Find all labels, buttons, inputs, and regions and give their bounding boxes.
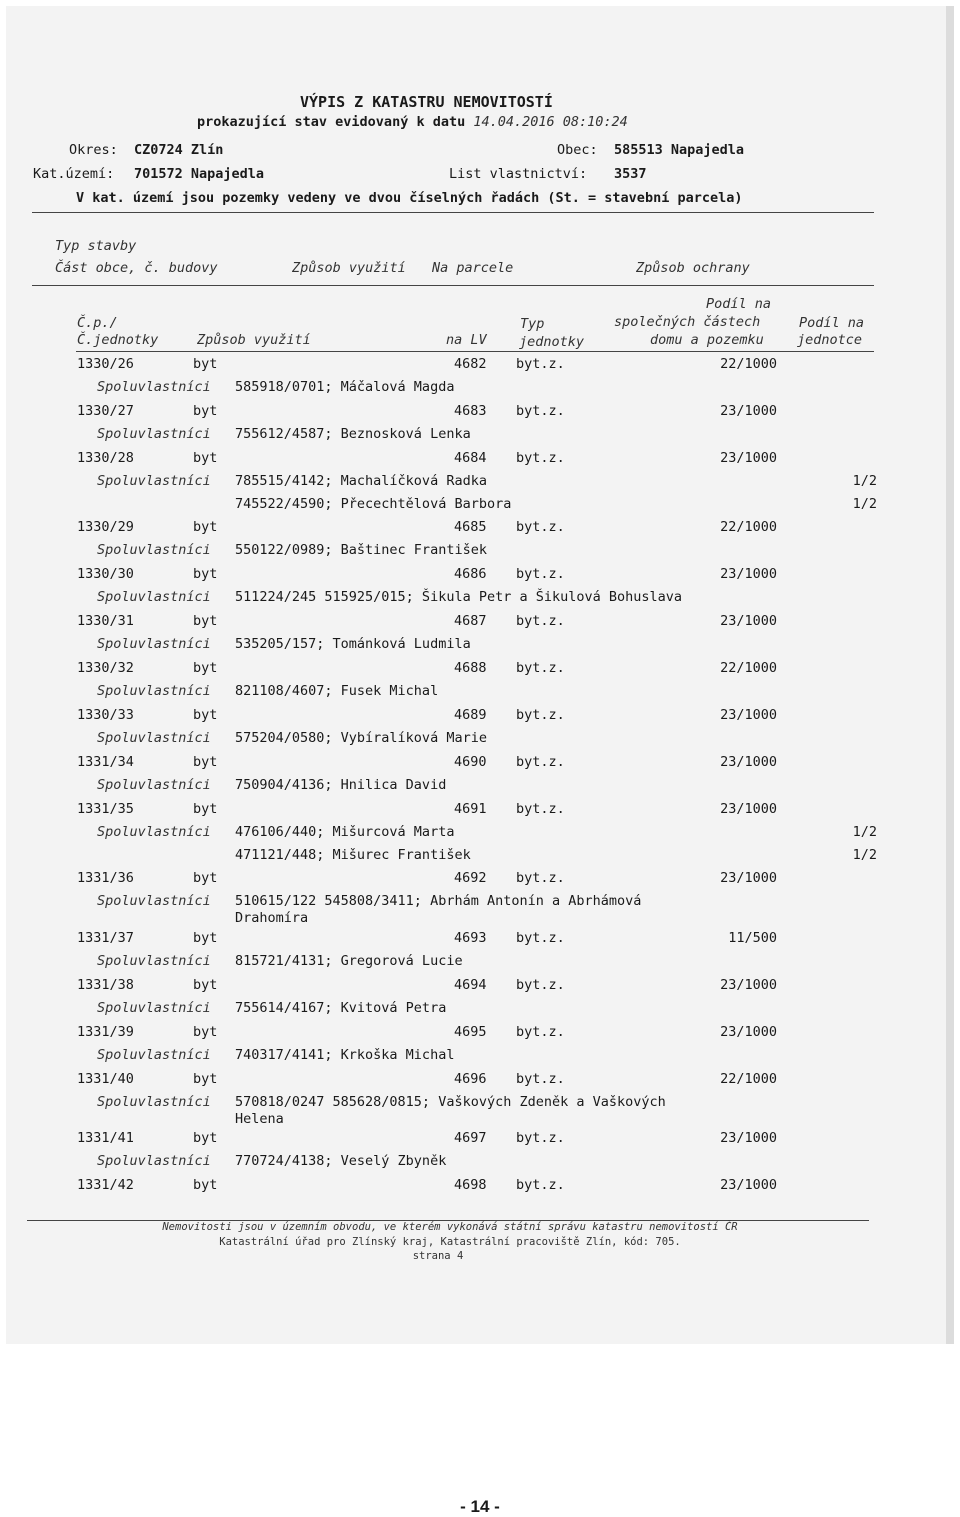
unit-use: byt: [193, 801, 218, 817]
unit-type: byt.z.: [516, 707, 565, 723]
unit-row: [0, 566, 960, 586]
unit-use: byt: [193, 1130, 218, 1146]
unit-id: 1330/28: [77, 450, 134, 466]
owner-label: Spoluvlastníci: [97, 1047, 211, 1063]
owner-label: Spoluvlastníci: [97, 379, 211, 395]
unit-type: byt.z.: [516, 870, 565, 886]
owner-text: 745522/4590; Přecechtělová Barbora: [235, 496, 512, 512]
okres-label: Okres:: [69, 142, 118, 158]
unit-row: [0, 356, 960, 376]
unit-share: 23/1000: [720, 801, 777, 817]
unit-lv: 4690: [454, 754, 487, 770]
unit-lv: 4691: [454, 801, 487, 817]
unit-lv: 4689: [454, 707, 487, 723]
col-podil-spol-2: společných částech: [614, 314, 761, 330]
zpusob-vyuziti-label: Způsob využití: [292, 260, 406, 276]
owner-text: 785515/4142; Machalíčková Radka: [235, 473, 487, 489]
owner-row: [0, 426, 960, 446]
owner-text: 750904/4136; Hnilica David: [235, 777, 447, 793]
zpusob-ochrany-label: Způsob ochrany: [636, 260, 750, 276]
unit-use: byt: [193, 660, 218, 676]
owner-row: [0, 1153, 960, 1173]
col-zpusob: Způsob využití: [197, 332, 311, 348]
unit-lv: 4695: [454, 1024, 487, 1040]
unit-use: byt: [193, 707, 218, 723]
owner-row: [0, 496, 960, 516]
owner-text: Helena: [235, 1111, 284, 1127]
unit-id: 1330/27: [77, 403, 134, 419]
owner-row: [0, 542, 960, 562]
col-na-lv: na LV: [446, 332, 487, 348]
unit-id: 1330/31: [77, 613, 134, 629]
unit-row: [0, 870, 960, 890]
unit-id: 1330/26: [77, 356, 134, 372]
obec-value: 585513 Napajedla: [614, 142, 745, 158]
col-podil-jed-1: Podíl na: [799, 315, 865, 331]
unit-type: byt.z.: [516, 356, 565, 372]
unit-id: 1330/32: [77, 660, 134, 676]
unit-type: byt.z.: [516, 403, 565, 419]
unit-share: 23/1000: [720, 613, 777, 629]
obec-label: Obec:: [557, 142, 598, 158]
unit-row: [0, 707, 960, 727]
unit-lv: 4696: [454, 1071, 487, 1087]
unit-row: [0, 613, 960, 633]
unit-share: 23/1000: [720, 450, 777, 466]
unit-type: byt.z.: [516, 1071, 565, 1087]
unit-lv: 4688: [454, 660, 487, 676]
footer-line-2: Katastrální úřad pro Zlínský kraj, Katastrální pracoviště Zlín, kód: 705.: [219, 1236, 681, 1248]
owner-label: Spoluvlastníci: [97, 473, 211, 489]
unit-id: 1331/34: [77, 754, 134, 770]
owner-share: 1/2: [852, 847, 877, 863]
unit-id: 1331/38: [77, 977, 134, 993]
unit-share: 22/1000: [720, 356, 777, 372]
subtitle: [197, 114, 628, 130]
col-typ-1: Typ: [520, 316, 545, 332]
unit-type: byt.z.: [516, 660, 565, 676]
unit-type: byt.z.: [516, 754, 565, 770]
unit-lv: 4685: [454, 519, 487, 535]
owner-label: Spoluvlastníci: [97, 683, 211, 699]
unit-lv: 4687: [454, 613, 487, 629]
page-title: VÝPIS Z KATASTRU NEMOVITOSTÍ: [300, 93, 553, 111]
unit-use: byt: [193, 403, 218, 419]
unit-share: 23/1000: [720, 1177, 777, 1193]
owner-text: Drahomíra: [235, 910, 309, 926]
unit-use: byt: [193, 977, 218, 993]
unit-lv: 4693: [454, 930, 487, 946]
owner-row: [0, 953, 960, 973]
owner-label: Spoluvlastníci: [97, 777, 211, 793]
unit-use: byt: [193, 519, 218, 535]
unit-id: 1331/40: [77, 1071, 134, 1087]
unit-id: 1331/41: [77, 1130, 134, 1146]
owner-row: [0, 777, 960, 797]
unit-lv: 4683: [454, 403, 487, 419]
unit-share: 23/1000: [720, 977, 777, 993]
owner-label: Spoluvlastníci: [97, 636, 211, 652]
owner-text: 511224/245 515925/015; Šikula Petr a Šikulová Bohuslava: [235, 589, 683, 605]
owner-label: Spoluvlastníci: [97, 893, 211, 909]
unit-share: 22/1000: [720, 660, 777, 676]
owner-text: 476106/440; Mišurcová Marta: [235, 824, 455, 840]
unit-row: [0, 403, 960, 423]
owner-label: Spoluvlastníci: [97, 426, 211, 442]
unit-id: 1330/33: [77, 707, 134, 723]
owner-row: [0, 473, 960, 493]
owner-text: 575204/0580; Vybíralíková Marie: [235, 730, 487, 746]
unit-lv: 4684: [454, 450, 487, 466]
owner-label: Spoluvlastníci: [97, 542, 211, 558]
footer-line-1: Nemovitosti jsou v územním obvodu, ve kterém vykonává státní správu katastru nemovitostí ČR: [162, 1221, 738, 1233]
unit-share: 11/500: [728, 930, 777, 946]
page-number: - 14 -: [460, 1497, 500, 1516]
unit-lv: 4698: [454, 1177, 487, 1193]
unit-id: 1331/35: [77, 801, 134, 817]
owner-text: 755612/4587; Beznosková Lenka: [235, 426, 471, 442]
unit-lv: 4682: [454, 356, 487, 372]
owner-label: Spoluvlastníci: [97, 824, 211, 840]
owner-row: [0, 824, 960, 844]
owner-row: [0, 1047, 960, 1067]
owner-label: Spoluvlastníci: [97, 1153, 211, 1169]
subtitle-date: 14.04.2016 08:10:24: [473, 114, 628, 130]
unit-type: byt.z.: [516, 519, 565, 535]
divider: [32, 285, 874, 286]
unit-use: byt: [193, 450, 218, 466]
owner-share: 1/2: [852, 824, 877, 840]
divider: [32, 212, 874, 213]
unit-use: byt: [193, 930, 218, 946]
owner-text: 821108/4607; Fusek Michal: [235, 683, 439, 699]
unit-share: 23/1000: [720, 1024, 777, 1040]
typ-stavby-label: Typ stavby: [55, 238, 137, 254]
unit-row: [0, 660, 960, 680]
owner-text: 535205/157; Tománková Ludmila: [235, 636, 471, 652]
unit-use: byt: [193, 613, 218, 629]
unit-share: 22/1000: [720, 519, 777, 535]
na-parcele-label: Na parcele: [432, 260, 514, 276]
unit-row: [0, 754, 960, 774]
owner-share: 1/2: [852, 496, 877, 512]
owner-label: Spoluvlastníci: [97, 589, 211, 605]
unit-type: byt.z.: [516, 613, 565, 629]
unit-share: 22/1000: [720, 1071, 777, 1087]
owner-label: Spoluvlastníci: [97, 1094, 211, 1110]
unit-type: byt.z.: [516, 930, 565, 946]
unit-id: 1331/42: [77, 1177, 134, 1193]
unit-type: byt.z.: [516, 1130, 565, 1146]
unit-row: [0, 977, 960, 997]
unit-type: byt.z.: [516, 566, 565, 582]
owner-label: Spoluvlastníci: [97, 953, 211, 969]
owner-text: 585918/0701; Máčalová Magda: [235, 379, 455, 395]
unit-use: byt: [193, 870, 218, 886]
divider: [76, 351, 874, 352]
owner-share: 1/2: [852, 473, 877, 489]
unit-type: byt.z.: [516, 801, 565, 817]
unit-share: 23/1000: [720, 754, 777, 770]
unit-lv: 4686: [454, 566, 487, 582]
owner-row: [0, 1111, 960, 1131]
unit-id: 1331/36: [77, 870, 134, 886]
cast-obce-label: Část obce, č. budovy: [55, 260, 218, 276]
unit-share: 23/1000: [720, 707, 777, 723]
unit-id: 1331/39: [77, 1024, 134, 1040]
col-podil-jed-2: jednotce: [797, 332, 863, 348]
owner-label: Spoluvlastníci: [97, 730, 211, 746]
owner-row: [0, 379, 960, 399]
owner-text: 471121/448; Mišurec František: [235, 847, 471, 863]
unit-id: 1331/37: [77, 930, 134, 946]
unit-row: [0, 450, 960, 470]
cadastre-note: V kat. území jsou pozemky vedeny ve dvou číselných řadách (St. = stavební parcela): [76, 190, 743, 206]
unit-lv: 4697: [454, 1130, 487, 1146]
unit-type: byt.z.: [516, 1177, 565, 1193]
unit-type: byt.z.: [516, 1024, 565, 1040]
unit-type: byt.z.: [516, 450, 565, 466]
lv-value: 3537: [614, 166, 647, 182]
col-cp-2: Č.jednotky: [77, 332, 159, 348]
unit-use: byt: [193, 566, 218, 582]
lv-label: List vlastnictví:: [449, 166, 588, 182]
owner-text: 510615/122 545808/3411; Abrhám Antonín a Abrhámová: [235, 893, 642, 909]
unit-row: [0, 519, 960, 539]
owner-text: 755614/4167; Kvitová Petra: [235, 1000, 447, 1016]
unit-use: byt: [193, 356, 218, 372]
footer-line-3: strana 4: [412, 1250, 464, 1262]
owner-text: 815721/4131; Gregorová Lucie: [235, 953, 463, 969]
owner-row: [0, 683, 960, 703]
unit-lv: 4692: [454, 870, 487, 886]
owner-row: [0, 589, 960, 609]
unit-row: [0, 1177, 960, 1197]
unit-id: 1330/30: [77, 566, 134, 582]
unit-id: 1330/29: [77, 519, 134, 535]
owner-row: [0, 847, 960, 867]
unit-share: 23/1000: [720, 870, 777, 886]
subtitle-prefix: prokazující stav evidovaný k datu: [197, 114, 466, 130]
unit-lv: 4694: [454, 977, 487, 993]
unit-use: byt: [193, 1024, 218, 1040]
owner-row: [0, 730, 960, 750]
owner-row: [0, 636, 960, 656]
col-typ-2: jednotky: [519, 334, 585, 350]
owner-text: 770724/4138; Veselý Zbyněk: [235, 1153, 447, 1169]
col-podil-spol-3: domu a pozemku: [650, 332, 764, 348]
unit-use: byt: [193, 1177, 218, 1193]
owner-row: [0, 1000, 960, 1020]
unit-row: [0, 930, 960, 950]
col-cp-1: Č.p./: [77, 315, 118, 331]
owner-row: [0, 910, 960, 930]
owner-text: 740317/4141; Krkoška Michal: [235, 1047, 455, 1063]
kat-value: 701572 Napajedla: [134, 166, 265, 182]
unit-row: [0, 1071, 960, 1091]
owner-text: 550122/0989; Baštinec František: [235, 542, 487, 558]
owner-text: 570818/0247 585628/0815; Vaškových Zdeněk a Vaškových: [235, 1094, 666, 1110]
unit-type: byt.z.: [516, 977, 565, 993]
unit-share: 23/1000: [720, 403, 777, 419]
unit-use: byt: [193, 1071, 218, 1087]
owner-label: Spoluvlastníci: [97, 1000, 211, 1016]
unit-row: [0, 1130, 960, 1150]
unit-share: 23/1000: [720, 566, 777, 582]
unit-use: byt: [193, 754, 218, 770]
unit-row: [0, 1024, 960, 1044]
kat-label: Kat.území:: [33, 166, 115, 182]
unit-share: 23/1000: [720, 1130, 777, 1146]
unit-row: [0, 801, 960, 821]
okres-value: CZ0724 Zlín: [134, 142, 224, 158]
col-podil-spol-1: Podíl na: [706, 296, 772, 312]
